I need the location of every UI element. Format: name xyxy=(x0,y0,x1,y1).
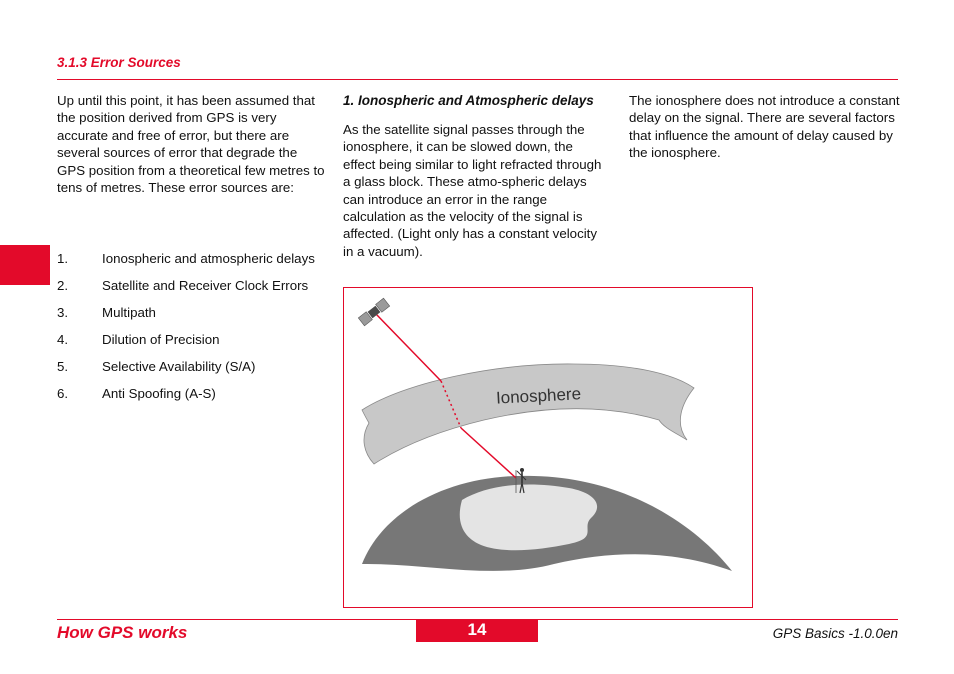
list-label: Multipath xyxy=(102,305,156,320)
landmass-shape xyxy=(460,484,597,550)
page-number: 14 xyxy=(416,620,538,642)
list-label: Ionospheric and atmospheric delays xyxy=(102,251,315,266)
list-item xyxy=(57,385,327,402)
intro-paragraph: Up until this point, it has been assumed that the position derived from GPS is very accurate and free of error, but there are several sources of error that degrade the GPS position from a theoretical few metres to tens of metres. These error sources are: xyxy=(57,93,325,196)
side-tab-marker xyxy=(0,245,50,285)
list-number: 2. xyxy=(57,278,69,293)
list-number: 6. xyxy=(57,386,69,401)
list-label: Dilution of Precision xyxy=(102,332,220,347)
list-number: 5. xyxy=(57,359,69,374)
footer-document-title: GPS Basics -1.0.0en xyxy=(772,626,898,641)
error-sources-list xyxy=(57,250,327,412)
ionosphere-figure xyxy=(343,287,753,608)
ionospheric-delay-paragraph: The ionosphere does not introduce a constant delay on the signal. There are several factors that influence the amount of delay caused by the ionosphere. xyxy=(629,93,900,161)
ionospheric-paragraph: As the satellite signal passes through the ionosphere, it can be slowed down, the effect being similar to light refracted through a glass block. These atmo-spheric delays can introduce an error in the range calculation as the velocity of the signal is affected. (Light only has a constant velocity in a vacuum). xyxy=(343,122,602,259)
signal-path-lower xyxy=(461,428,516,478)
footer-chapter-title: How GPS works xyxy=(57,623,188,642)
ionosphere-diagram xyxy=(344,288,752,607)
list-item xyxy=(57,358,327,375)
list-number: 3. xyxy=(57,305,69,320)
ionosphere-band xyxy=(362,364,694,464)
satellite-icon xyxy=(358,298,389,326)
signal-path-upper xyxy=(376,314,441,381)
list-number: 1. xyxy=(57,251,69,266)
list-item xyxy=(57,304,327,321)
list-item xyxy=(57,277,327,294)
list-number: 4. xyxy=(57,332,69,347)
header-rule xyxy=(57,79,898,80)
ionosphere-label: Ionosphere xyxy=(495,384,582,408)
list-label: Satellite and Receiver Clock Errors xyxy=(102,278,309,293)
list-label: Anti Spoofing (A-S) xyxy=(102,386,216,401)
ionospheric-heading: 1. Ionospheric and Atmospheric delays xyxy=(343,93,594,108)
list-item xyxy=(57,331,327,348)
list-label: Selective Availability (S/A) xyxy=(102,359,256,374)
section-title: 3.1.3 Error Sources xyxy=(57,55,181,70)
list-item xyxy=(57,250,327,267)
